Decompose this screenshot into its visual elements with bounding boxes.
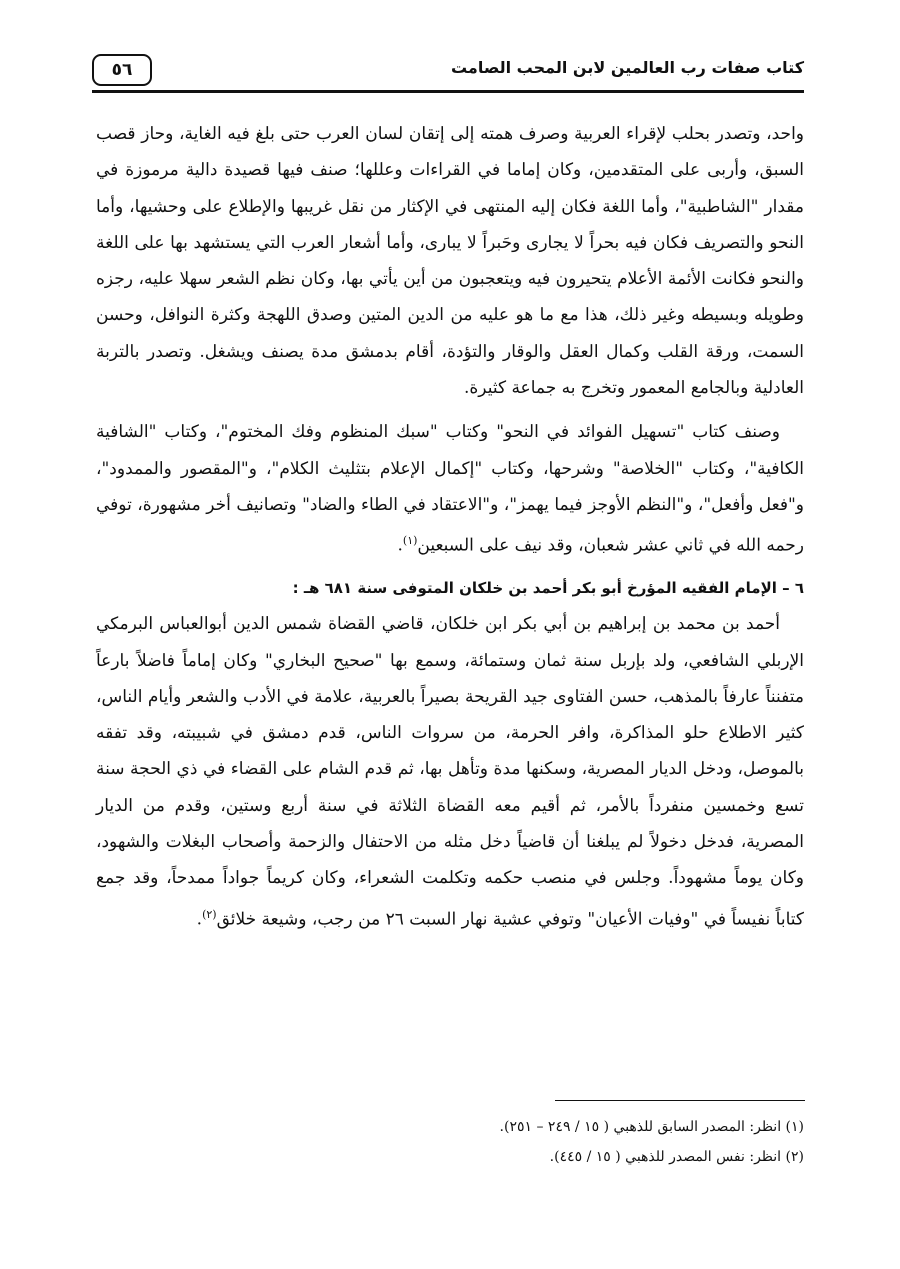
paragraph-2-end: . bbox=[397, 535, 403, 556]
footnote-ref-2: (٢) bbox=[202, 907, 217, 921]
footnote-divider bbox=[555, 1100, 805, 1101]
paragraph-1 bbox=[96, 116, 804, 406]
footnotes bbox=[96, 1114, 804, 1174]
footnote-2: (٢) انظر: نفس المصدر للذهبي ( ١٥ / ٤٤٥). bbox=[549, 1149, 804, 1165]
paragraph-2 bbox=[96, 414, 804, 564]
book-title: كتاب صفات رب العالمين لابن المحب الصامت bbox=[450, 58, 804, 77]
paragraph-1-text: واحد، وتصدر بحلب لإقراء العربية وصرف همته إلى إتقان لسان العرب حتى بلغ فيه الغاية، وحاز قصب السبق، وأربى على المتقدمين، وكان إماما في القراءات وعللها؛ صنف فيها قصيدة دالية مرموزة في مقدار "الشاطبية"، وأما اللغة فكان إليه المنتهى في الإكثار من نقل غريبها والإطلاع على وحشيها، وأما النحو والتصريف فكان فيه بحراً لا يجارى وحَبراً لا يبارى، وأما أشعار العرب التي يستشهد بها على اللغة والنحو فكانت الأئمة الأعلام يتحيرون فيه ويتعجبون من أين يأتي بها، وكان نظم الشعر سهلا عليه، رجزه وطويله وبسيطه وغير ذلك، هذا مع ما هو عليه من الدين المتين وصدق اللهجة وكثرة النوافل، وحسن السمت، ورقة القلب وكمال العقل والوقار والتؤدة، أقام بدمشق مدة يصنف ويشغل. وتصدر بالتربة العادلية وبالجامع المعمور وتخرج به جماعة كثيرة. bbox=[96, 124, 804, 399]
page-header bbox=[92, 52, 804, 92]
page-number: ٥٦ bbox=[92, 54, 152, 86]
header-divider bbox=[92, 90, 804, 93]
paragraph-3-text: أحمد بن محمد بن إبراهيم بن أبي بكر ابن خلكان، قاضي القضاة شمس الدين أبوالعباس البرمكي الإربلي الشافعي، ولد بإربل سنة ثمان وستمائة، وسمع بها "صحيح البخاري" وكان إماماً فاضلاً بارعاً متفنناً عارفاً بالمذهب، حسن الفتاوى جيد القريحة بصيراً بالعربية، علامة في الأدب والشعر وأيام الناس، كثير الاطلاع حلو المذاكرة، وافر الحرمة، من سروات الناس، قدم دمشق في شبيبته، وقد تفقه بالموصل، ودخل الديار المصرية، وسكنها مدة وتأهل بها، ثم قدم الشام على القضاء في ذي الحجة سنة تسع وخمسين منفرداً بالأمر، ثم أقيم معه القضاة الثلاثة في سنة أربع وستين، وقدم من الديار المصرية، فدخل دخولاً لم يبلغنا أن قاضياً دخل مثله من الاحتفال والزحمة وأصحاب البغلات والشهود، وكان يوماً مشهوداً. وجلس في منصب حكمه وتكلمت الشعراء، وكان كريماً جواداً ممدحاً، وقد جمع كتاباً نفيساً في "وفيات الأعيان" وتوفي عشية نهار السبت ٢٦ من رجب، وشيعة خلائق bbox=[96, 614, 804, 930]
paragraph-2-text: وصنف كتاب "تسهيل الفوائد في النحو" وكتاب "سبك المنظوم وفك المختوم"، وكتاب "الشافية الكافية"، وكتاب "الخلاصة" وشرحها، وكتاب "إكمال الإعلام بتثليث الكلام"، و"المقصور والممدود"، و"فعل وأفعل"، و"النظم الأوجز فيما يهمز"، و"الاعتقاد في الطاء والضاد" وتصانيف أخر مشهورة، توفي رحمه الله في ثاني عشر شعبان، وقد نيف على السبعين bbox=[96, 422, 804, 556]
paragraph-3-end: . bbox=[196, 909, 203, 930]
footnote-1: (١) انظر: المصدر السابق للذهبي ( ١٥ / ٢٤٩ – ٢٥١). bbox=[499, 1119, 804, 1135]
main-text bbox=[96, 116, 804, 938]
section-heading: ٦ – الإمام الفقيه المؤرخ أبو بكر أحمد بن خلكان المتوفى سنة ٦٨١ هـ : bbox=[292, 579, 804, 598]
footnote-ref-1: (١) bbox=[402, 534, 418, 548]
paragraph-3 bbox=[96, 606, 804, 937]
